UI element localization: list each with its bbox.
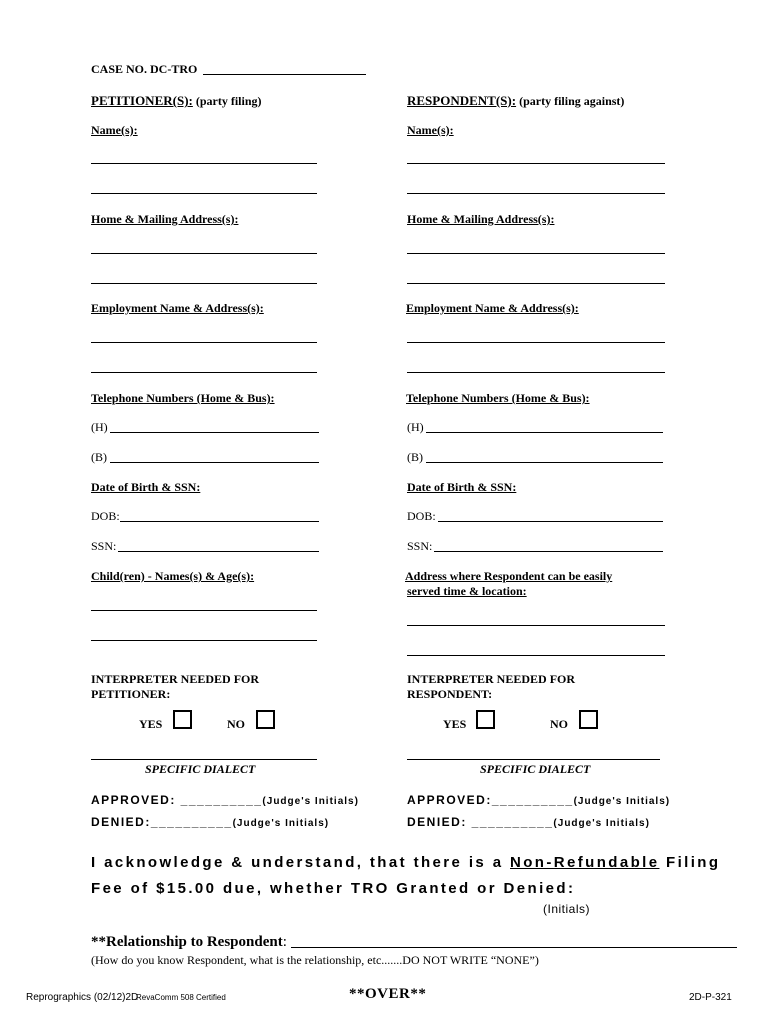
petitioner-children-label: Child(ren) - Names(s) & Age(s): [91,569,255,583]
respondent-served-line-2[interactable] [407,655,665,656]
respondent-dialect-label: SPECIFIC DIALECT [480,762,591,776]
relationship-note: (How do you know Respondent, what is the relationship, etc.......DO NOT WRITE “NONE”) [91,953,539,967]
respondent-interpreter-label-1: INTERPRETER NEEDED FOR [407,672,576,686]
footer-form-number: 2D-P-321 [689,992,732,1003]
petitioner-address-line-1[interactable] [91,253,317,254]
petitioner-heading: PETITIONER(S): (party filing) [91,93,262,108]
petitioner-name-line-1[interactable] [91,163,317,164]
respondent-address-line-1[interactable] [407,253,665,254]
case-number-label: CASE NO. DC-TRO [91,62,198,76]
respondent-name-line-2[interactable] [407,193,665,194]
petitioner-yes-label: YES [139,717,163,731]
petitioner-approved-line[interactable]: APPROVED: __________(Judge's Initials) [91,793,359,807]
petitioner-ssn-field[interactable] [118,551,319,552]
respondent-dob-field[interactable] [438,521,663,522]
petitioner-phone-home-label: (H) [91,420,108,434]
petitioner-ssn-label: SSN: [91,539,117,553]
petitioner-employment-line-2[interactable] [91,372,317,373]
respondent-interpreter-label-2: RESPONDENT: [407,687,493,701]
petitioner-dialect-label: SPECIFIC DIALECT [145,762,256,776]
respondent-no-label: NO [550,717,568,731]
respondent-yes-label: YES [443,717,467,731]
respondent-employment-line-1[interactable] [407,342,665,343]
respondent-address-line-2[interactable] [407,283,665,284]
respondent-dob-ssn-label: Date of Birth & SSN: [407,480,517,494]
case-number-field[interactable] [203,74,366,75]
respondent-employment-line-2[interactable] [407,372,665,373]
petitioner-dob-ssn-label: Date of Birth & SSN: [91,480,201,494]
respondent-name-line-1[interactable] [407,163,665,164]
petitioner-dob-field[interactable] [120,521,319,522]
petitioner-dialect-field[interactable] [91,759,317,760]
petitioner-no-label: NO [227,717,245,731]
respondent-heading: RESPONDENT(S): (party filing against) [407,93,625,108]
acknowledge-line-2: Fee of $15.00 due, whether TRO Granted or Denied: [91,880,576,897]
petitioner-name-line-2[interactable] [91,193,317,194]
relationship-field[interactable] [291,947,737,948]
respondent-dialect-field[interactable] [407,759,660,760]
petitioner-interpreter-label-2: PETITIONER: [91,687,171,701]
respondent-dob-label: DOB: [407,509,436,523]
petitioner-address-line-2[interactable] [91,283,317,284]
acknowledge-line-1: I acknowledge & understand, that there is a Non-Refundable Filing [91,854,721,871]
respondent-phone-home-label: (H) [407,420,424,434]
petitioner-phone-bus-label: (B) [91,450,107,464]
footer-certified: RevaComm 508 Certified [136,993,226,1002]
respondent-address-label: Home & Mailing Address(s): [407,212,555,226]
respondent-names-label: Name(s): [407,123,454,137]
petitioner-interpreter-label-1: INTERPRETER NEEDED FOR [91,672,260,686]
petitioner-phone-home-field[interactable] [110,432,319,433]
petitioner-children-line-1[interactable] [91,610,317,611]
relationship-label: **Relationship to Respondent: [91,934,287,950]
respondent-served-line-1[interactable] [407,625,665,626]
petitioner-phone-bus-field[interactable] [110,462,319,463]
petitioner-denied-line[interactable]: DENIED:__________(Judge's Initials) [91,815,330,829]
petitioner-phone-label: Telephone Numbers (Home & Bus): [91,391,275,405]
petitioner-no-checkbox[interactable] [256,710,275,729]
respondent-employment-label: Employment Name & Address(s): [406,301,579,315]
respondent-served-label-2: served time & location: [407,584,527,598]
petitioner-employment-line-1[interactable] [91,342,317,343]
respondent-phone-label: Telephone Numbers (Home & Bus): [406,391,590,405]
initials-label: (Initials) [543,902,591,916]
petitioner-employment-label: Employment Name & Address(s): [91,301,264,315]
respondent-ssn-field[interactable] [434,551,663,552]
petitioner-yes-checkbox[interactable] [173,710,192,729]
respondent-no-checkbox[interactable] [579,710,598,729]
footer-reprographics: Reprographics (02/12)2D [26,992,139,1003]
petitioner-children-line-2[interactable] [91,640,317,641]
respondent-yes-checkbox[interactable] [476,710,495,729]
respondent-denied-line[interactable]: DENIED: __________(Judge's Initials) [407,815,650,829]
petitioner-address-label: Home & Mailing Address(s): [91,212,239,226]
respondent-ssn-label: SSN: [407,539,433,553]
respondent-served-label-1: Address where Respondent can be easily [405,569,613,583]
petitioner-names-label: Name(s): [91,123,138,137]
petitioner-dob-label: DOB: [91,509,120,523]
respondent-phone-bus-field[interactable] [426,462,663,463]
respondent-approved-line[interactable]: APPROVED:__________(Judge's Initials) [407,793,671,807]
respondent-phone-home-field[interactable] [426,432,663,433]
respondent-phone-bus-label: (B) [407,450,423,464]
footer-over: **OVER** [349,986,427,1002]
